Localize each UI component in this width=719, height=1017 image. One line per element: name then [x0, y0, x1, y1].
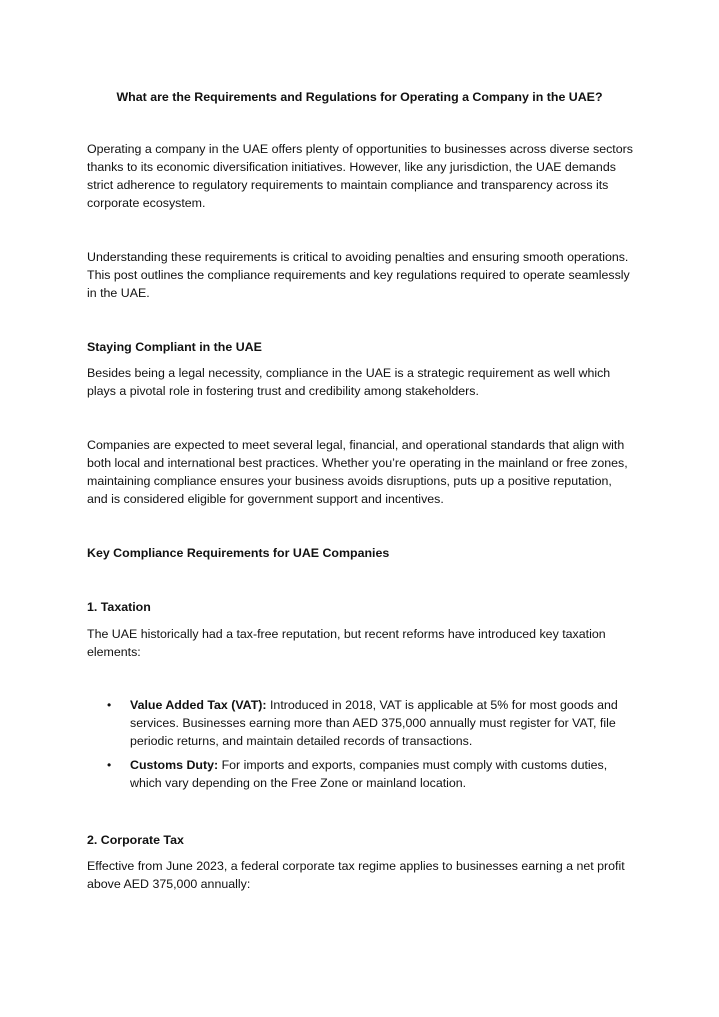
- taxation-intro: The UAE historically had a tax-free reputation, but recent reforms have introduced key taxation elements:: [87, 627, 606, 659]
- subheading-corporate-tax: 2. Corporate Tax: [87, 833, 184, 847]
- subheading-taxation: 1. Taxation: [87, 600, 151, 614]
- section-heading-staying-compliant: Staying Compliant in the UAE: [87, 340, 262, 354]
- intro-paragraph-1: Operating a company in the UAE offers plenty of opportunities to businesses across diverse sectors thanks to its economic diversification initiatives. However, like any jurisdiction, the UAE demands strict adherence to regulatory requirements to maintain compliance and transparency across its corporate ecosystem.: [87, 142, 633, 210]
- compliance-paragraph-1: Besides being a legal necessity, compliance in the UAE is a strategic requirement as well which plays a pivotal role in fostering trust and credibility among stakeholders.: [87, 366, 611, 398]
- taxation-bullet-list: [87, 696, 635, 792]
- list-item-term: Value Added Tax (VAT):: [130, 698, 267, 712]
- list-item-customs-duty: [87, 756, 635, 792]
- list-item-text: Introduced in 2018, VAT is applicable at 5% for most goods and services. Businesses earning more than AED 375,000 annually must register for VAT, file periodic returns, and maintain detailed records of transactions.: [130, 698, 618, 748]
- list-item-vat: [87, 696, 635, 750]
- compliance-paragraph-2: Companies are expected to meet several legal, financial, and operational standards that align with both local and international best practices. Whether you’re operating in the mainland or free zones, maintaining compliance ensures your business avoids disruptions, puts up a positive reputation, and is considered eligible for government support and incentives.: [87, 438, 628, 506]
- intro-paragraph-2: Understanding these requirements is critical to avoiding penalties and ensuring smooth operations. This post outlines the compliance requirements and key regulations required to operate seamlessly in the UAE.: [87, 250, 630, 300]
- section-heading-key-requirements: Key Compliance Requirements for UAE Companies: [87, 546, 390, 560]
- bullet-icon: •: [107, 758, 112, 772]
- corporate-tax-intro: Effective from June 2023, a federal corporate tax regime applies to businesses earning a net profit above AED 375,000 annually:: [87, 859, 625, 891]
- document-title: What are the Requirements and Regulations for Operating a Company in the UAE?: [116, 90, 603, 104]
- bullet-icon: •: [107, 698, 112, 712]
- list-item-text: For imports and exports, companies must comply with customs duties, which vary depending on the Free Zone or mainland location.: [130, 758, 608, 790]
- list-item-term: Customs Duty:: [130, 758, 219, 772]
